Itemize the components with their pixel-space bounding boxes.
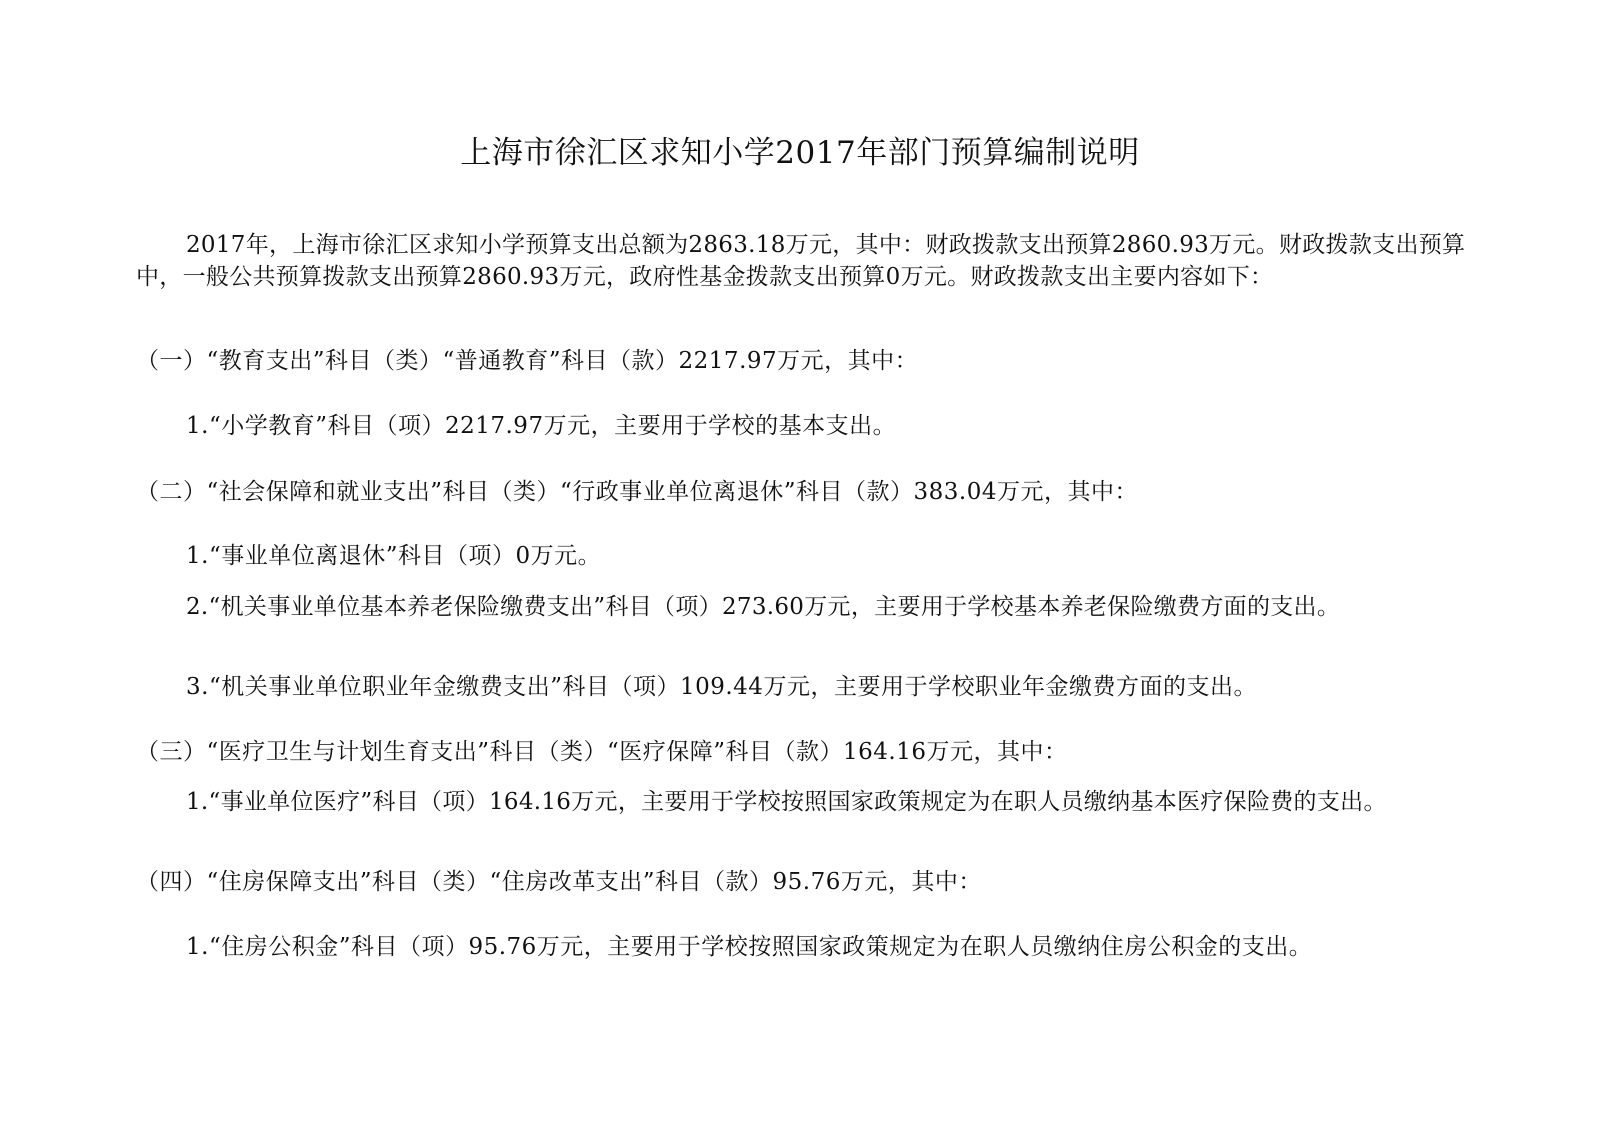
section-2-item-3: 3.“机关事业单位职业年金缴费支出”科目（项）109.44万元，主要用于学校职业年金缴费方面的支出。 [186,674,1257,700]
section-3-heading: （三）“医疗卫生与计划生育支出”科目（类）“医疗保障”科目（款）164.16万元，其中： [136,739,1068,765]
section-3-item-1: 1.“事业单位医疗”科目（项）164.16万元，主要用于学校按照国家政策规定为在职人员缴纳基本医疗保险费的支出。 [186,789,1387,815]
section-2-heading: （二）“社会保障和就业支出”科目（类）“行政事业单位离退休”科目（款）383.04万元，其中： [136,479,1139,505]
section-4-item-1: 1.“住房公积金”科目（项）95.76万元，主要用于学校按照国家政策规定为在职人员缴纳住房公积金的支出。 [186,934,1313,960]
page-title: 上海市徐汇区求知小学2017年部门预算编制说明 [460,135,1140,171]
section-1-item-1: 1.“小学教育”科目（项）2217.97万元，主要用于学校的基本支出。 [186,413,897,439]
intro-paragraph: 2017年，上海市徐汇区求知小学预算支出总额为2863.18万元，其中：财政拨款支出预算2860.93万元。财政拨款支出预算中，一般公共预算拨款支出预算2860.93万元，政府性基金拨款支出预算0万元。财政拨款支出主要内容如下： [136,232,1466,290]
section-2-item-1: 1.“事业单位离退休”科目（项）0万元。 [186,543,602,569]
section-4-heading: （四）“住房保障支出”科目（类）“住房改革支出”科目（款）95.76万元，其中： [136,869,982,895]
section-1-heading: （一）“教育支出”科目（类）“普通教育”科目（款）2217.97万元，其中： [136,348,919,374]
section-2-item-2: 2.“机关事业单位基本养老保险缴费支出”科目（项）273.60万元，主要用于学校基本养老保险缴费方面的支出。 [186,594,1341,620]
